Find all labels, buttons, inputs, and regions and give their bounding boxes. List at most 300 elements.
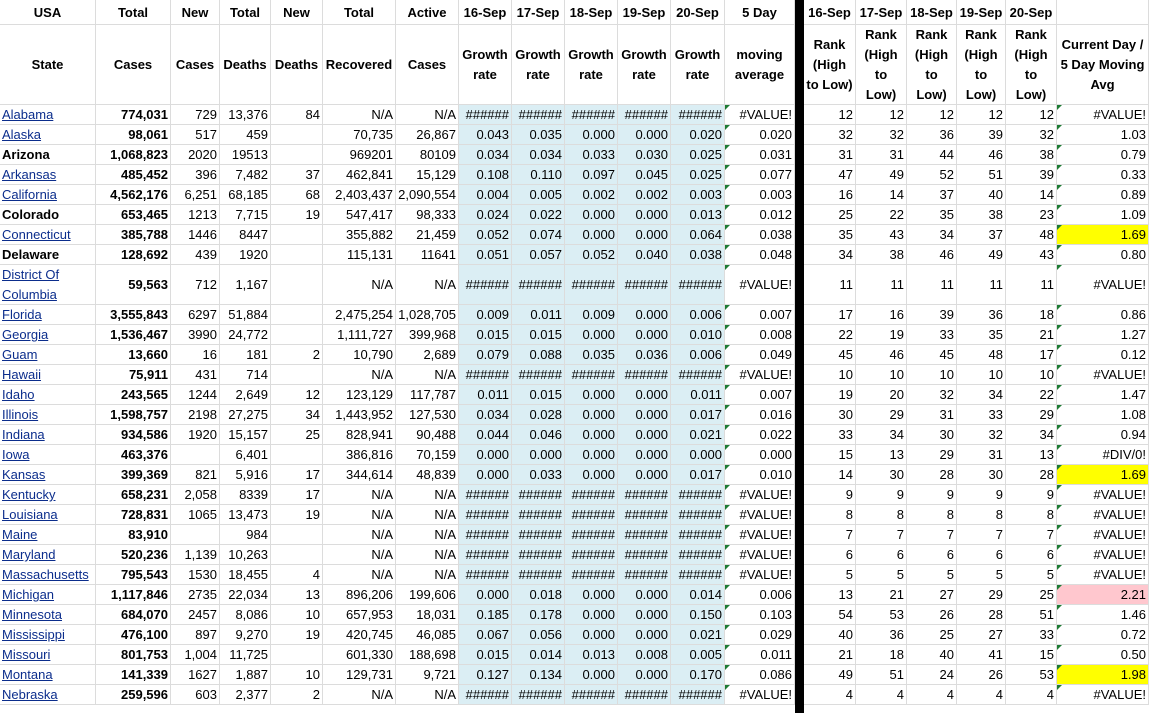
data-cell[interactable]: 33 <box>1006 625 1057 645</box>
data-cell[interactable]: 0.043 <box>459 125 512 145</box>
data-cell[interactable]: 4 <box>957 685 1006 705</box>
table-row[interactable] <box>0 385 1149 405</box>
data-cell[interactable]: 31 <box>907 405 957 425</box>
header-top-cell[interactable]: Total <box>323 0 396 25</box>
data-cell[interactable]: 10 <box>856 365 907 385</box>
data-cell[interactable]: 0.79 <box>1057 145 1149 165</box>
data-cell[interactable]: 39 <box>907 305 957 325</box>
table-row[interactable] <box>0 245 1149 265</box>
header-sub-cell[interactable]: State <box>0 25 96 105</box>
data-cell[interactable]: N/A <box>396 365 459 385</box>
data-cell[interactable]: 98,061 <box>96 125 171 145</box>
data-cell[interactable]: 6 <box>804 545 856 565</box>
data-cell[interactable]: 48 <box>1006 225 1057 245</box>
data-cell[interactable]: 25 <box>804 205 856 225</box>
data-cell[interactable]: 25 <box>271 425 323 445</box>
data-cell[interactable]: 0.033 <box>512 465 565 485</box>
data-cell[interactable]: 2457 <box>171 605 220 625</box>
data-cell[interactable]: 462,841 <box>323 165 396 185</box>
data-cell[interactable]: 32 <box>856 125 907 145</box>
data-cell[interactable]: ###### <box>459 685 512 705</box>
data-cell[interactable]: 98,333 <box>396 205 459 225</box>
data-cell[interactable]: 0.000 <box>618 465 671 485</box>
data-cell[interactable]: 32 <box>957 425 1006 445</box>
data-cell[interactable]: ###### <box>565 565 618 585</box>
data-cell[interactable]: 0.044 <box>459 425 512 445</box>
data-cell[interactable]: 32 <box>804 125 856 145</box>
data-cell[interactable]: 0.89 <box>1057 185 1149 205</box>
data-cell[interactable]: 6 <box>907 545 957 565</box>
data-cell[interactable]: 7 <box>957 525 1006 545</box>
data-cell[interactable]: 75,911 <box>96 365 171 385</box>
data-cell[interactable]: 0.000 <box>618 305 671 325</box>
data-cell[interactable]: 714 <box>220 365 271 385</box>
data-cell[interactable]: 8339 <box>220 485 271 505</box>
data-cell[interactable]: #VALUE! <box>725 265 795 305</box>
data-cell[interactable]: 25 <box>907 625 957 645</box>
data-cell[interactable]: 0.000 <box>565 605 618 625</box>
data-cell[interactable]: 19 <box>804 385 856 405</box>
data-cell[interactable]: 2,403,437 <box>323 185 396 205</box>
data-cell[interactable]: 35 <box>957 325 1006 345</box>
state-cell[interactable] <box>0 485 96 505</box>
data-cell[interactable]: 463,376 <box>96 445 171 465</box>
data-cell[interactable]: #VALUE! <box>725 685 795 705</box>
data-cell[interactable]: 9,721 <box>396 665 459 685</box>
data-cell[interactable]: 10 <box>804 365 856 385</box>
table-row[interactable] <box>0 145 1149 165</box>
data-cell[interactable]: 21 <box>1006 325 1057 345</box>
data-cell[interactable]: 30 <box>856 465 907 485</box>
data-cell[interactable]: 2198 <box>171 405 220 425</box>
data-cell[interactable]: 129,731 <box>323 665 396 685</box>
data-cell[interactable]: ###### <box>459 265 512 305</box>
data-cell[interactable]: 12 <box>907 105 957 125</box>
data-cell[interactable]: 13 <box>271 585 323 605</box>
data-cell[interactable]: 653,465 <box>96 205 171 225</box>
data-cell[interactable]: 0.017 <box>671 465 725 485</box>
data-cell[interactable]: 33 <box>804 425 856 445</box>
data-cell[interactable]: 28 <box>957 605 1006 625</box>
data-cell[interactable]: 37 <box>271 165 323 185</box>
data-cell[interactable]: N/A <box>323 485 396 505</box>
data-cell[interactable]: 399,369 <box>96 465 171 485</box>
data-cell[interactable]: 43 <box>1006 245 1057 265</box>
header-sub-cell[interactable]: Cases <box>96 25 171 105</box>
data-cell[interactable]: 68 <box>271 185 323 205</box>
data-cell[interactable]: 2.21 <box>1057 585 1149 605</box>
data-cell[interactable]: 115,131 <box>323 245 396 265</box>
table-row[interactable] <box>0 365 1149 385</box>
data-cell[interactable]: 21 <box>804 645 856 665</box>
data-cell[interactable]: 355,882 <box>323 225 396 245</box>
data-cell[interactable]: 49 <box>856 165 907 185</box>
data-cell[interactable]: N/A <box>396 265 459 305</box>
data-cell[interactable]: 485,452 <box>96 165 171 185</box>
table-row[interactable] <box>0 105 1149 125</box>
data-cell[interactable]: ###### <box>618 485 671 505</box>
header-sub-cell[interactable]: Rank (High to Low) <box>856 25 907 105</box>
data-cell[interactable]: 7 <box>804 525 856 545</box>
header-sub-cell[interactable]: Deaths <box>271 25 323 105</box>
header-sub-cell[interactable]: Rank (High to Low) <box>804 25 856 105</box>
data-cell[interactable]: ###### <box>618 505 671 525</box>
data-cell[interactable]: 16 <box>171 345 220 365</box>
data-cell[interactable]: ###### <box>565 265 618 305</box>
data-cell[interactable]: 0.035 <box>512 125 565 145</box>
data-cell[interactable]: #VALUE! <box>725 565 795 585</box>
data-cell[interactable]: ###### <box>512 565 565 585</box>
data-cell[interactable]: 22,034 <box>220 585 271 605</box>
data-cell[interactable]: 40 <box>957 185 1006 205</box>
data-cell[interactable]: ###### <box>671 525 725 545</box>
data-cell[interactable]: 70,159 <box>396 445 459 465</box>
data-cell[interactable]: 0.052 <box>565 245 618 265</box>
header-sub-cell[interactable]: Growth rate <box>618 25 671 105</box>
state-cell[interactable] <box>0 445 96 465</box>
data-cell[interactable]: 8,086 <box>220 605 271 625</box>
state-link[interactable]: Kentucky <box>2 487 56 502</box>
data-cell[interactable]: 0.017 <box>671 405 725 425</box>
data-cell[interactable]: #VALUE! <box>1057 505 1149 525</box>
data-cell[interactable]: 8 <box>856 505 907 525</box>
table-row[interactable] <box>0 325 1149 345</box>
data-cell[interactable]: 0.013 <box>565 645 618 665</box>
data-cell[interactable]: 8 <box>804 505 856 525</box>
data-cell[interactable]: 657,953 <box>323 605 396 625</box>
data-cell[interactable]: 29 <box>907 445 957 465</box>
data-cell[interactable] <box>271 445 323 465</box>
header-top-cell[interactable]: USA <box>0 0 96 25</box>
data-cell[interactable]: 0.000 <box>565 465 618 485</box>
data-cell[interactable]: 48 <box>957 345 1006 365</box>
data-cell[interactable]: 19 <box>271 505 323 525</box>
data-cell[interactable]: 0.000 <box>671 445 725 465</box>
data-cell[interactable]: 46 <box>856 345 907 365</box>
data-cell[interactable]: 0.015 <box>459 645 512 665</box>
data-cell[interactable]: ###### <box>512 105 565 125</box>
state-link[interactable]: Massachusetts <box>2 567 89 582</box>
data-cell[interactable] <box>271 245 323 265</box>
data-cell[interactable]: 5 <box>1006 565 1057 585</box>
data-cell[interactable]: 0.72 <box>1057 625 1149 645</box>
data-cell[interactable]: 33 <box>957 405 1006 425</box>
data-cell[interactable]: 0.005 <box>512 185 565 205</box>
data-cell[interactable]: 36 <box>856 625 907 645</box>
data-cell[interactable]: ###### <box>618 105 671 125</box>
data-cell[interactable]: 15 <box>1006 645 1057 665</box>
data-cell[interactable]: 123,129 <box>323 385 396 405</box>
data-cell[interactable]: 1.69 <box>1057 225 1149 245</box>
table-row[interactable] <box>0 185 1149 205</box>
state-link[interactable]: Alabama <box>2 107 54 122</box>
data-cell[interactable]: 32 <box>1006 125 1057 145</box>
data-cell[interactable]: 259,596 <box>96 685 171 705</box>
header-top-cell[interactable]: 16-Sep <box>804 0 856 25</box>
data-cell[interactable]: 47 <box>804 165 856 185</box>
data-cell[interactable]: 0.004 <box>459 185 512 205</box>
data-cell[interactable]: 6 <box>957 545 1006 565</box>
data-cell[interactable]: 35 <box>804 225 856 245</box>
data-cell[interactable]: 385,788 <box>96 225 171 245</box>
data-cell[interactable]: 0.005 <box>671 645 725 665</box>
data-cell[interactable]: ###### <box>671 545 725 565</box>
data-cell[interactable]: 431 <box>171 365 220 385</box>
data-cell[interactable]: N/A <box>323 365 396 385</box>
data-cell[interactable]: 1.27 <box>1057 325 1149 345</box>
data-cell[interactable] <box>171 445 220 465</box>
header-top-cell[interactable]: New <box>271 0 323 25</box>
data-cell[interactable]: 49 <box>804 665 856 685</box>
header-top-cell[interactable]: 20-Sep <box>1006 0 1057 25</box>
data-cell[interactable]: 7 <box>856 525 907 545</box>
data-cell[interactable]: ###### <box>671 265 725 305</box>
table-row[interactable] <box>0 465 1149 485</box>
data-cell[interactable]: 29 <box>1006 405 1057 425</box>
data-cell[interactable]: 0.040 <box>618 245 671 265</box>
data-cell[interactable]: 0.048 <box>725 245 795 265</box>
state-cell[interactable] <box>0 525 96 545</box>
header-top-cell[interactable]: 17-Sep <box>856 0 907 25</box>
data-cell[interactable]: 0.150 <box>671 605 725 625</box>
data-cell[interactable]: 4 <box>907 685 957 705</box>
data-cell[interactable]: 0.009 <box>565 305 618 325</box>
data-cell[interactable]: ###### <box>671 365 725 385</box>
data-cell[interactable]: ###### <box>459 525 512 545</box>
data-cell[interactable]: 0.000 <box>565 425 618 445</box>
state-cell[interactable] <box>0 205 96 225</box>
header-sub-cell[interactable]: Growth rate <box>459 25 512 105</box>
data-cell[interactable]: 7,715 <box>220 205 271 225</box>
data-cell[interactable]: 0.185 <box>459 605 512 625</box>
state-cell[interactable] <box>0 685 96 705</box>
data-cell[interactable]: ###### <box>459 365 512 385</box>
data-cell[interactable] <box>271 325 323 345</box>
data-cell[interactable]: 34 <box>804 245 856 265</box>
data-cell[interactable]: 0.038 <box>725 225 795 245</box>
data-cell[interactable]: N/A <box>323 105 396 125</box>
data-cell[interactable]: 6297 <box>171 305 220 325</box>
data-cell[interactable]: 0.000 <box>725 445 795 465</box>
data-cell[interactable]: 0.000 <box>565 405 618 425</box>
data-cell[interactable]: ###### <box>671 485 725 505</box>
data-cell[interactable]: 34 <box>907 225 957 245</box>
table-row[interactable] <box>0 625 1149 645</box>
table-row[interactable] <box>0 425 1149 445</box>
data-cell[interactable]: 0.079 <box>459 345 512 365</box>
data-cell[interactable]: 0.035 <box>565 345 618 365</box>
data-cell[interactable]: 0.034 <box>512 145 565 165</box>
state-cell[interactable] <box>0 665 96 685</box>
state-cell[interactable] <box>0 245 96 265</box>
data-cell[interactable]: 0.015 <box>512 325 565 345</box>
data-cell[interactable]: 520,236 <box>96 545 171 565</box>
data-cell[interactable]: 2,377 <box>220 685 271 705</box>
data-cell[interactable] <box>271 125 323 145</box>
data-cell[interactable]: #VALUE! <box>725 365 795 385</box>
data-cell[interactable]: 34 <box>1006 425 1057 445</box>
data-cell[interactable]: 2 <box>271 345 323 365</box>
data-cell[interactable]: 0.000 <box>565 325 618 345</box>
data-cell[interactable]: 13,376 <box>220 105 271 125</box>
data-cell[interactable] <box>271 645 323 665</box>
data-cell[interactable]: ###### <box>459 545 512 565</box>
data-cell[interactable]: 8 <box>1006 505 1057 525</box>
data-cell[interactable]: 21,459 <box>396 225 459 245</box>
data-cell[interactable]: 0.000 <box>565 205 618 225</box>
data-cell[interactable]: 18 <box>1006 305 1057 325</box>
data-cell[interactable]: 31 <box>804 145 856 165</box>
data-cell[interactable]: 0.134 <box>512 665 565 685</box>
header-top-cell[interactable]: 18-Sep <box>907 0 957 25</box>
data-cell[interactable]: 1244 <box>171 385 220 405</box>
data-cell[interactable]: 459 <box>220 125 271 145</box>
data-cell[interactable]: 16 <box>804 185 856 205</box>
header-top-cell[interactable]: Total <box>220 0 271 25</box>
data-cell[interactable]: 0.170 <box>671 665 725 685</box>
data-cell[interactable]: 10 <box>957 365 1006 385</box>
data-cell[interactable]: 3990 <box>171 325 220 345</box>
data-cell[interactable]: 199,606 <box>396 585 459 605</box>
data-cell[interactable]: 0.024 <box>459 205 512 225</box>
data-cell[interactable]: 28 <box>1006 465 1057 485</box>
data-cell[interactable]: 1.46 <box>1057 605 1149 625</box>
state-link[interactable]: Montana <box>2 667 53 682</box>
data-cell[interactable]: 22 <box>1006 385 1057 405</box>
data-cell[interactable]: ###### <box>512 485 565 505</box>
data-cell[interactable]: 30 <box>957 465 1006 485</box>
header-top-cell[interactable]: New <box>171 0 220 25</box>
data-cell[interactable]: ###### <box>618 565 671 585</box>
data-cell[interactable]: 2020 <box>171 145 220 165</box>
data-cell[interactable]: 0.014 <box>512 645 565 665</box>
data-cell[interactable]: 0.028 <box>512 405 565 425</box>
data-cell[interactable]: 1,598,757 <box>96 405 171 425</box>
data-cell[interactable]: 26 <box>957 665 1006 685</box>
header-sub-cell[interactable]: Growth rate <box>512 25 565 105</box>
data-cell[interactable]: 0.003 <box>725 185 795 205</box>
data-cell[interactable]: 0.006 <box>725 585 795 605</box>
state-cell[interactable] <box>0 145 96 165</box>
data-cell[interactable]: #VALUE! <box>1057 685 1149 705</box>
data-cell[interactable]: 46,085 <box>396 625 459 645</box>
state-link[interactable]: Nebraska <box>2 687 58 702</box>
data-cell[interactable]: 476,100 <box>96 625 171 645</box>
data-cell[interactable]: 0.033 <box>565 145 618 165</box>
data-cell[interactable]: #VALUE! <box>725 105 795 125</box>
data-cell[interactable]: 399,968 <box>396 325 459 345</box>
data-cell[interactable]: 5 <box>907 565 957 585</box>
data-cell[interactable]: 0.020 <box>725 125 795 145</box>
data-cell[interactable]: 0.008 <box>618 645 671 665</box>
data-cell[interactable]: 439 <box>171 245 220 265</box>
data-cell[interactable]: N/A <box>323 685 396 705</box>
data-cell[interactable]: 0.045 <box>618 165 671 185</box>
data-cell[interactable]: 1213 <box>171 205 220 225</box>
header-sub-cell[interactable]: moving average <box>725 25 795 105</box>
data-cell[interactable]: 83,910 <box>96 525 171 545</box>
data-cell[interactable]: 127,530 <box>396 405 459 425</box>
data-cell[interactable]: 24 <box>907 665 957 685</box>
data-cell[interactable]: 0.007 <box>725 385 795 405</box>
data-cell[interactable]: 774,031 <box>96 105 171 125</box>
data-cell[interactable]: 0.077 <box>725 165 795 185</box>
data-cell[interactable]: ###### <box>671 565 725 585</box>
state-link[interactable]: Idaho <box>2 387 35 402</box>
data-cell[interactable]: 11 <box>957 265 1006 305</box>
data-cell[interactable]: 11 <box>907 265 957 305</box>
state-cell[interactable] <box>0 425 96 445</box>
data-cell[interactable]: 0.000 <box>459 585 512 605</box>
header-sub-cell[interactable]: Rank (High to Low) <box>1006 25 1057 105</box>
data-cell[interactable]: 0.097 <box>565 165 618 185</box>
state-link[interactable]: Arkansas <box>2 167 57 182</box>
data-cell[interactable]: 0.038 <box>671 245 725 265</box>
state-cell[interactable] <box>0 165 96 185</box>
state-link[interactable]: Alaska <box>2 127 42 142</box>
data-cell[interactable]: 420,745 <box>323 625 396 645</box>
data-cell[interactable]: 0.088 <box>512 345 565 365</box>
data-cell[interactable]: 0.086 <box>725 665 795 685</box>
state-link[interactable]: Mississippi <box>2 627 65 642</box>
data-cell[interactable]: 0.000 <box>565 225 618 245</box>
data-cell[interactable]: 1446 <box>171 225 220 245</box>
data-cell[interactable]: 1,028,705 <box>396 305 459 325</box>
data-cell[interactable]: 26,867 <box>396 125 459 145</box>
data-cell[interactable]: 4,562,176 <box>96 185 171 205</box>
data-cell[interactable]: 9,270 <box>220 625 271 645</box>
data-cell[interactable] <box>271 145 323 165</box>
data-cell[interactable]: 9 <box>856 485 907 505</box>
state-cell[interactable] <box>0 125 96 145</box>
data-cell[interactable]: #VALUE! <box>725 485 795 505</box>
data-cell[interactable]: 141,339 <box>96 665 171 685</box>
state-link[interactable]: Connecticut <box>2 227 71 242</box>
data-cell[interactable]: 0.000 <box>618 585 671 605</box>
data-cell[interactable]: 0.022 <box>725 425 795 445</box>
table-row[interactable] <box>0 445 1149 465</box>
data-cell[interactable]: 117,787 <box>396 385 459 405</box>
table-row[interactable] <box>0 405 1149 425</box>
data-cell[interactable]: 1627 <box>171 665 220 685</box>
data-cell[interactable]: 728,831 <box>96 505 171 525</box>
header-sub-cell[interactable]: Cases <box>396 25 459 105</box>
data-cell[interactable]: 17 <box>271 485 323 505</box>
data-cell[interactable]: N/A <box>323 265 396 305</box>
header-top-cell[interactable]: 19-Sep <box>957 0 1006 25</box>
data-cell[interactable]: 6,251 <box>171 185 220 205</box>
data-cell[interactable]: 2735 <box>171 585 220 605</box>
data-cell[interactable]: 0.056 <box>512 625 565 645</box>
data-cell[interactable]: 23 <box>1006 205 1057 225</box>
data-cell[interactable]: 15,157 <box>220 425 271 445</box>
data-cell[interactable]: 14 <box>804 465 856 485</box>
data-cell[interactable]: N/A <box>323 505 396 525</box>
state-link[interactable]: Missouri <box>2 647 51 662</box>
data-cell[interactable]: ###### <box>565 685 618 705</box>
data-cell[interactable]: 0.94 <box>1057 425 1149 445</box>
data-cell[interactable]: 1,004 <box>171 645 220 665</box>
data-cell[interactable]: ###### <box>512 505 565 525</box>
data-cell[interactable]: 11 <box>804 265 856 305</box>
header-top-cell[interactable] <box>1057 0 1149 25</box>
data-cell[interactable]: 0.016 <box>725 405 795 425</box>
data-cell[interactable]: 31 <box>957 445 1006 465</box>
data-cell[interactable]: 4 <box>804 685 856 705</box>
data-cell[interactable]: 0.006 <box>671 345 725 365</box>
data-cell[interactable]: #VALUE! <box>1057 545 1149 565</box>
state-cell[interactable] <box>0 225 96 245</box>
